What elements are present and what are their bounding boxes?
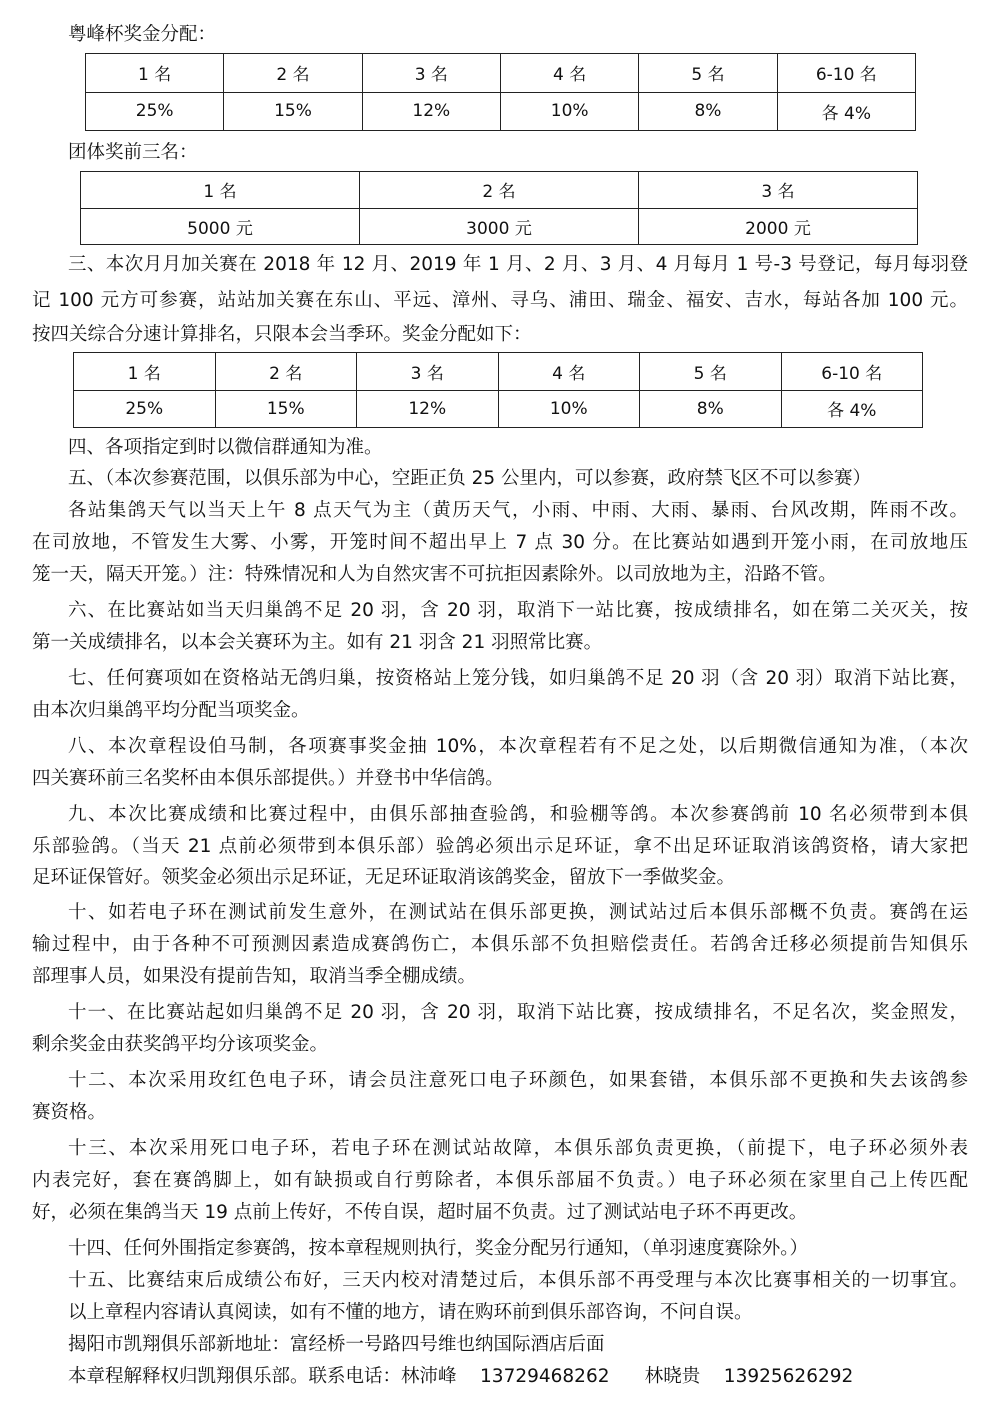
paragraph-5-line: 在司放地，不管发生大雾、小雾，开笼时间不超出早上 7 点 30 分。在比赛站如遇到开笼小雨，在司放地压	[32, 532, 968, 553]
table-cell: 12%	[357, 390, 499, 428]
table-cell: 1 名	[74, 353, 216, 391]
table-cell: 15%	[215, 390, 357, 428]
paragraph-14: 十四、任何外围指定参赛鸽，按本章程规则执行，奖金分配另行通知，（单羽速度赛除外。）	[68, 1238, 809, 1259]
table-cell: 10%	[498, 390, 640, 428]
table-cell: 6-10 名	[781, 353, 923, 391]
table-cell: 1 名	[81, 172, 360, 209]
paragraph-11-line: 剩余奖金由获奖鸽平均分该项奖金。	[32, 1034, 329, 1055]
table-row	[81, 208, 918, 245]
paragraph-8-line: 八、本次章程设伯马制，各项赛事奖金抽 10%，本次章程若有不足之处，以后期微信通知为准，（本次	[68, 736, 968, 757]
paragraph-5: 五、（本次参赛范围，以俱乐部为中心，空距正负 25 公里内，可以参赛，政府禁飞区不可以参赛）	[68, 468, 872, 489]
team-prize-title: 团体奖前三名：	[68, 142, 198, 163]
table-cell: 2000 元	[639, 208, 918, 245]
paragraph-3-line: 按四关综合分速计算排名，只限本会当季环。奖金分配如下：	[32, 324, 532, 345]
paragraph-3-line: 三、本次月月加关赛在 2018 年 12 月、2019 年 1 月、2 月、3 月、4 月每月 1 号-3 号登记，每月每羽登	[68, 254, 968, 275]
paragraph-5-line: 笼一天，隔天开笼。）注：特殊情况和人为自然灾害不可抗拒因素除外。以司放地为主，沿路不管。	[32, 564, 837, 585]
cup-prize-title: 粤峰杯奖金分配：	[68, 24, 217, 45]
table-cell: 5 名	[640, 353, 782, 391]
reading-note: 以上章程内容请认真阅读，如有不懂的地方，请在购环前到俱乐部咨询，不问自误。	[68, 1302, 753, 1323]
paragraph-7-line: 由本次归巢鸽平均分配当项奖金。	[32, 700, 310, 721]
table-row	[74, 390, 923, 428]
table-row	[86, 92, 916, 131]
paragraph-9-line: 九、本次比赛成绩和比赛过程中，由俱乐部抽查验鸽，和验棚等鸽。本次参赛鸽前 10 名必须带到本俱	[68, 804, 968, 825]
table-cell: 10%	[500, 92, 638, 131]
paragraph-9-line: 足环证保管好。领奖金必须出示足环证，无足环证取消该鸽奖金，留放下一季做奖金。	[32, 867, 736, 888]
table-cell: 25%	[74, 390, 216, 428]
table-header-row	[74, 353, 923, 391]
paragraph-8-line: 四关赛环前三名奖杯由本俱乐部提供。）并登书中华信鸽。	[32, 768, 504, 789]
table-cell: 2 名	[360, 172, 639, 209]
table-cell: 5000 元	[81, 208, 360, 245]
paragraph-10-line: 输过程中，由于各种不可预测因素造成赛鸽伤亡，本俱乐部不负担赔偿责任。若鸽舍迁移必须提前告知俱乐	[32, 934, 968, 955]
table-cell: 3 名	[357, 353, 499, 391]
paragraph-15: 十五、比赛结束后成绩公布好，三天内校对清楚过后，本俱乐部不再受理与本次比赛事相关的一切事宜。	[68, 1270, 968, 1291]
paragraph-13-line: 十三、本次采用死口电子环，若电子环在测试站故障，本俱乐部负责更换，（前提下，电子环必须外表	[68, 1138, 968, 1159]
table-cell: 4 名	[498, 353, 640, 391]
cup-prize-table	[85, 53, 916, 131]
club-address: 揭阳市凯翔俱乐部新地址：富经桥一号路四号维也纳国际酒店后面	[68, 1334, 605, 1355]
paragraph-12-line: 赛资格。	[32, 1102, 107, 1123]
table-cell: 4 名	[500, 54, 638, 93]
table-cell: 2 名	[215, 353, 357, 391]
table-cell: 15%	[224, 92, 362, 131]
table-cell: 各 4%	[777, 92, 915, 131]
paragraph-10-line: 部理事人员，如果没有提前告知，取消当季全棚成绩。	[32, 966, 477, 987]
table-header-row	[86, 54, 916, 93]
table-cell: 8%	[640, 390, 782, 428]
table-cell: 2 名	[224, 54, 362, 93]
table-header-row	[81, 172, 918, 209]
paragraph-4: 四、各项指定到时以微信群通知为准。	[68, 437, 383, 458]
table-cell: 3000 元	[360, 208, 639, 245]
paragraph-6-line: 六、在比赛站如当天归巢鸽不足 20 羽，含 20 羽，取消下一站比赛，按成绩排名，如在第二关灭关，按	[68, 600, 968, 621]
table-cell: 8%	[639, 92, 777, 131]
table-cell: 3 名	[362, 54, 500, 93]
paragraph-5-line: 各站集鸽天气以当天上午 8 点天气为主（黄历天气，小雨、中雨、大雨、暴雨、台风改期，阵雨不改。	[68, 500, 968, 521]
paragraph-9-line: 乐部验鸽。（当天 21 点前必须带到本俱乐部）验鸽必须出示足环证，拿不出足环证取消该鸽资格，请大家把	[32, 836, 968, 857]
paragraph-13-line: 好，必须在集鸽当天 19 点前上传好，不传自误，超时届不负责。过了测试站电子环不再更改。	[32, 1202, 808, 1223]
paragraph-6-line: 第一关成绩排名，以本会关赛环为主。如有 21 羽含 21 羽照常比赛。	[32, 632, 603, 653]
paragraph-7-line: 七、任何赛项如在资格站无鸽归巢，按资格站上笼分钱，如归巢鸽不足 20 羽（含 20 羽）取消下站比赛，	[68, 668, 968, 689]
paragraph-13-line: 内表完好，套在赛鸽脚上，如有缺损或自行剪除者，本俱乐部届不负责。）电子环必须在家里自己上传匹配	[32, 1170, 968, 1191]
contact-line: 本章程解释权归凯翔俱乐部。联系电话：林沛峰 13729468262 林晓贵 13925626292	[68, 1366, 854, 1387]
table-cell: 25%	[86, 92, 224, 131]
table-cell: 各 4%	[781, 390, 923, 428]
paragraph-11-line: 十一、在比赛站起如归巢鸽不足 20 羽，含 20 羽，取消下站比赛，按成绩排名，不足名次，奖金照发，	[68, 1002, 968, 1023]
paragraph-10-line: 十、如若电子环在测试前发生意外，在测试站在俱乐部更换，测试站过后本俱乐部概不负责。赛鸽在运	[68, 902, 968, 923]
table-cell: 5 名	[639, 54, 777, 93]
table-cell: 12%	[362, 92, 500, 131]
table-cell: 3 名	[639, 172, 918, 209]
table-cell: 6-10 名	[777, 54, 915, 93]
paragraph-12-line: 十二、本次采用玫红色电子环，请会员注意死口电子环颜色，如果套错，本俱乐部不更换和失去该鸽参	[68, 1070, 968, 1091]
table-cell: 1 名	[86, 54, 224, 93]
monthly-prize-table	[73, 352, 923, 428]
paragraph-3-line: 记 100 元方可参赛，站站加关赛在东山、平远、漳州、寻乌、浦田、瑞金、福安、吉水，每站各加 100 元。	[32, 290, 968, 311]
team-prize-table	[80, 171, 918, 245]
